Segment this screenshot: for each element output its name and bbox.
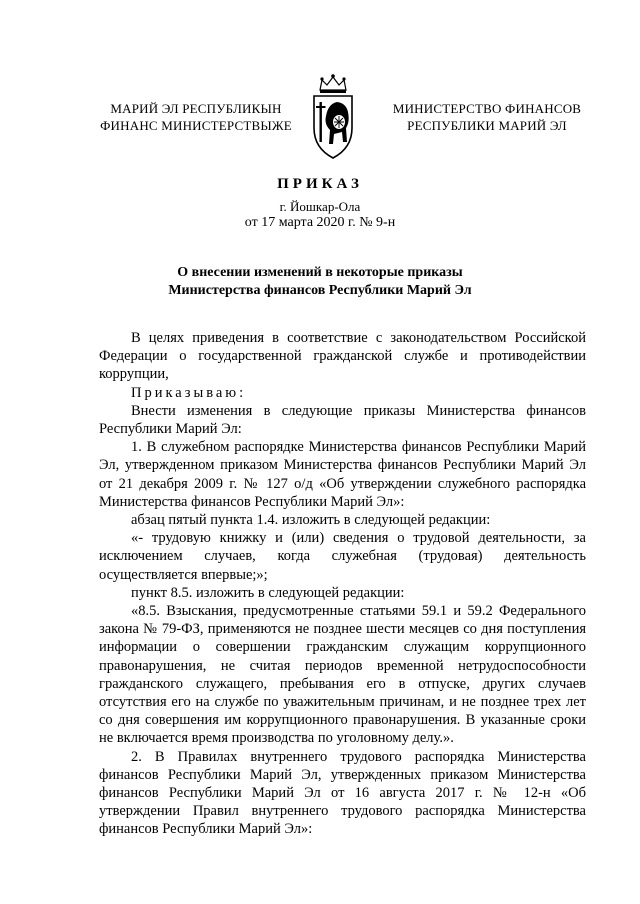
ministry-name-mari	[96, 100, 296, 134]
document-city: г. Йошкар-Ола	[279, 199, 361, 214]
coat-of-arms-mari-el-icon	[306, 72, 360, 164]
paragraph-item-1-a-text: «- трудовую книжку и (или) сведения о трудовой деятельности, за исключением случаев, когда служебная (трудовая) деятельность осуществляется впервые;»;	[99, 530, 586, 583]
document-subject-line2: Министерства финансов Республики Марий Эл	[168, 283, 472, 298]
document-body	[99, 329, 586, 839]
document-title: ПРИКАЗ	[277, 176, 363, 192]
paragraph-item-1-b: пункт 8.5. изложить в следующей редакции:	[131, 584, 405, 601]
document-subject-line1: О внесении изменений в некоторые приказы	[177, 265, 463, 280]
ministry-name-mari-line1: МАРИЙ ЭЛ РЕСПУБЛИКЫН	[110, 101, 282, 116]
paragraph-order-word: Приказываю:	[131, 384, 247, 401]
paragraph-item-2: 2. В Правилах внутреннего трудового распорядка Министерства финансов Республики Марий Эл, утвержденных приказом Министерства финансов Республики Марий Эл от 16 августа 2017 г. № 12-н «Об утверждении Правил внутреннего трудового распорядка Министерства финансов Республики Марий Эл»:	[99, 748, 586, 838]
ministry-name-russian	[382, 100, 592, 134]
paragraph-item-1: 1. В служебном распорядке Министерства финансов Республики Марий Эл, утвержденном приказом Министерства финансов Республики Марий Эл от 21 декабря 2009 г. № 127 о/д «Об утверждении служебного распорядка Министерства финансов Республики Марий Эл»:	[99, 439, 586, 510]
document-date-number: от 17 марта 2020 г. № 9-н	[244, 215, 396, 230]
ministry-name-russian-line2: РЕСПУБЛИКИ МАРИЙ ЭЛ	[407, 118, 567, 133]
paragraph-preamble: В целях приведения в соответствие с законодательством Российской Федерации о государственной гражданской службе и противодействии коррупции,	[99, 330, 586, 383]
paragraph-item-1-b-text: «8.5. Взыскания, предусмотренные статьями 59.1 и 59.2 Федерального закона № 79-ФЗ, применяются не позднее шести месяцев со дня поступления информации о совершении гражданским служащим коррупционного правонарушения, не считая периодов временной нетрудоспособности гражданского служащего, пребывания его в отпуске, других случаев отсутствия его на службе по уважительным причинам, и не позднее трех лет со дня совершения им коррупционного правонарушения. В указанные сроки не включается время производства по уголовному делу.».	[99, 603, 586, 747]
ministry-name-mari-line2: ФИНАНС МИНИСТЕРСТВЫЖЕ	[100, 118, 292, 133]
ministry-name-russian-line1: МИНИСТЕРСТВО ФИНАНСОВ	[392, 101, 582, 116]
paragraph-item-1-a: абзац пятый пункта 1.4. изложить в следующей редакции:	[131, 512, 491, 529]
paragraph-intro: Внести изменения в следующие приказы Министерства финансов Республики Марий Эл:	[99, 402, 586, 438]
document-subject	[60, 264, 580, 300]
